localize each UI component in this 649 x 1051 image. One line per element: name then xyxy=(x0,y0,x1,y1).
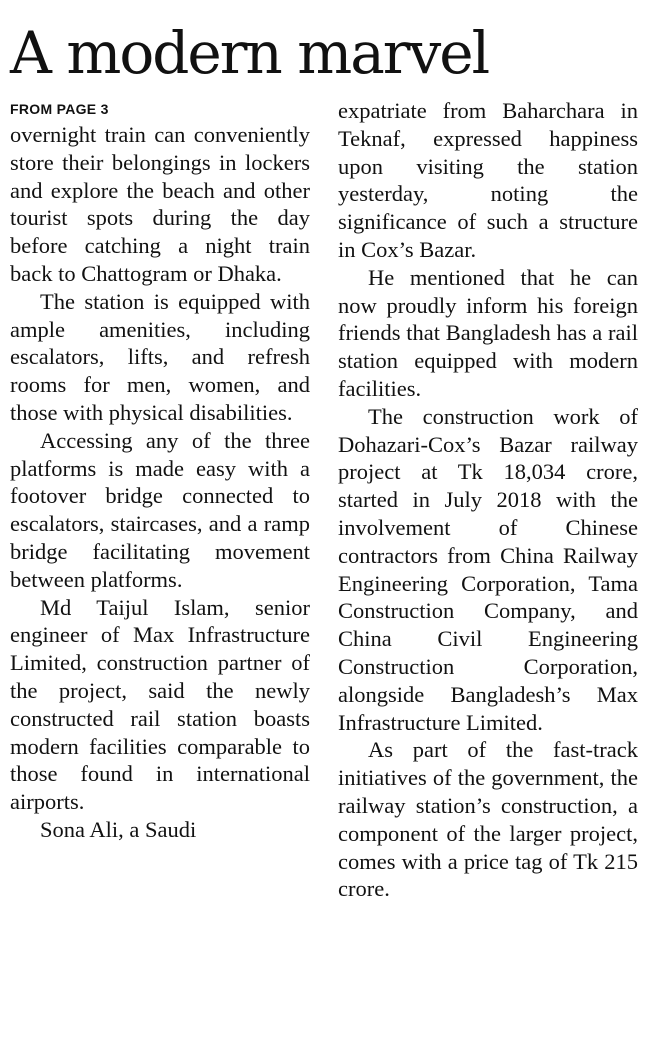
paragraph-engineer-quote: Md Taijul Islam, senior engineer of Max Infrastructure Limited, construction partner of the project, said the newly constructed rail station boasts modern facilities comparable to those found in international airports. xyxy=(10,594,310,815)
paragraph-construction-work: The construction work of Dohazari-Cox’s Bazar railway project at Tk 18,034 crore, started in July 2018 with the involvement of Chinese contractors from China Railway Engineering Corporation, Tama Construction Company, and China Civil Engineering Construction Corporation, alongside Bangladesh’s Max Infrastructure Limited. xyxy=(338,403,638,735)
paragraph-sona-ali: Sona Ali, a Saudi xyxy=(40,816,197,842)
paragraph-platform-access: Accessing any of the three platforms is made easy with a footover bridge connected to escalators, staircases, and a ramp bridge facilitating movement between platforms. xyxy=(10,427,310,592)
left-column xyxy=(10,97,310,844)
continuation-kicker: FROM PAGE 3 xyxy=(10,101,109,117)
right-column xyxy=(338,97,638,903)
paragraph-expatriate: expatriate from Baharchara in Teknaf, expressed happiness upon visiting the station yesterday, noting the significance of such a structure in Cox’s Bazar. xyxy=(338,98,638,262)
paragraph-overnight-train: overnight train can conveniently store their belongings in lockers and explore the beach and other tourist spots during the day before catching a night train back to Chattogram or Dhaka. xyxy=(10,122,310,286)
paragraph-foreign-friends: He mentioned that he can now proudly inform his foreign friends that Bangladesh has a rail station equipped with modern facilities. xyxy=(338,264,638,401)
paragraph-price-tag: As part of the fast-track initiatives of the government, the railway station’s construction, a component of the larger project, comes with a price tag of Tk 215 crore. xyxy=(338,737,638,902)
headline: A modern marvel xyxy=(10,19,489,87)
paragraph-station-amenities: The station is equipped with ample amenities, including escalators, lifts, and refresh rooms for men, women, and those with physical disabilities. xyxy=(10,288,310,425)
